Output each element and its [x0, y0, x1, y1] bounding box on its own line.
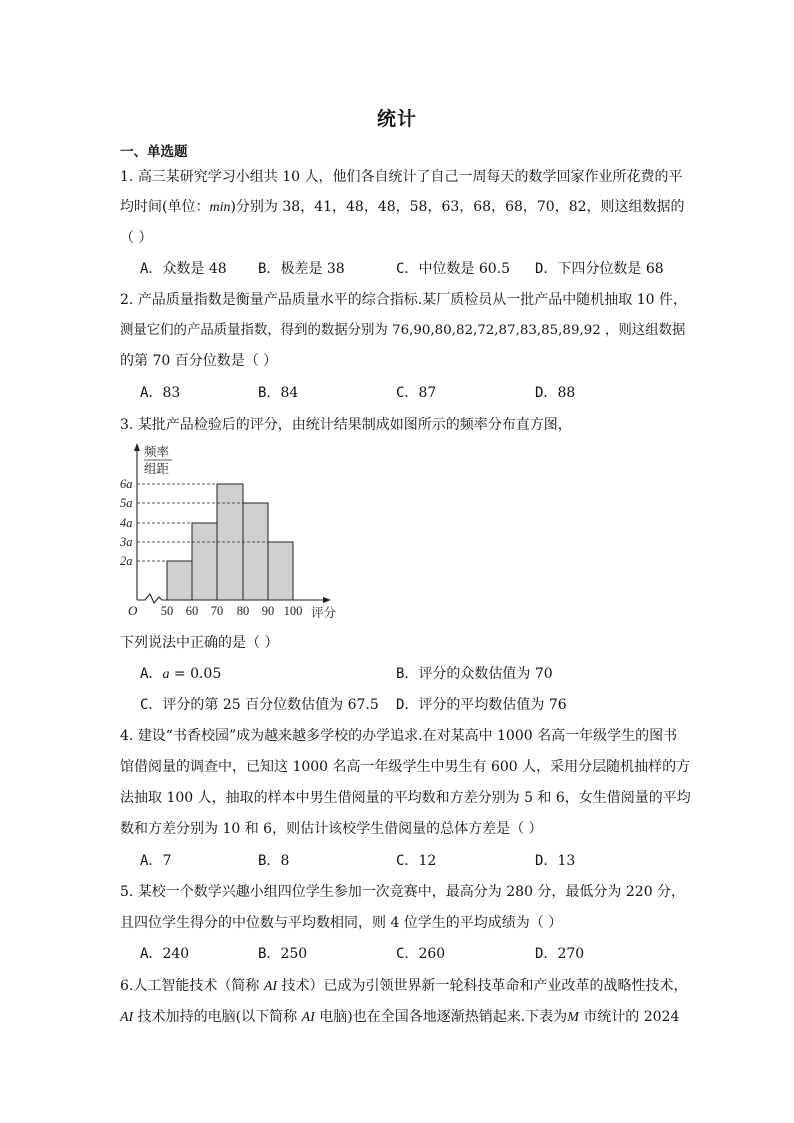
question-5-line-1: 5. 某校一个数学兴趣小组四位学生参加一次竞赛中，最高分为 280 分，最低分为 220 分， — [120, 884, 686, 900]
question-6-line-2: AI 技术加持的电脑(以下简称 AI 电脑)也在全国各地逐渐热销起来.下表为M 市统计的 2024 — [120, 1009, 680, 1025]
x-axis-label: 评分 — [311, 606, 337, 620]
question-3-line-2: 下列说法中正确的是（ ） — [120, 635, 279, 651]
option-d[interactable]: D．评分的平均数估值为 76 — [396, 697, 567, 713]
question-6-line-1: 6.人工智能技术（简称 AI 技术）已成为引领世界新一轮科技革命和产业改革的战略性技术， — [120, 978, 688, 994]
section-heading: 一、单选题 — [120, 144, 188, 160]
origin-label: O — [128, 603, 138, 618]
question-5-line-2: 且四位学生得分的中位数与平均数相同，则 4 位学生的平均成绩为（ ） — [120, 915, 563, 931]
question-number: 1. — [120, 169, 134, 185]
x-tick-80: 80 — [236, 604, 250, 618]
question-1-line-2: 均时间(单位：min)分别为 38，41，48，48，58，63，68，68，70，82，则这组数据的 — [120, 199, 685, 215]
y-tick-labels — [119, 477, 133, 568]
question-3-line-1: 3. 某批产品检验后的评分，由统计结果制成如图所示的频率分布直方图， — [120, 417, 572, 433]
x-axis-arrow-icon — [323, 597, 331, 603]
option-d[interactable]: D．88 — [535, 385, 576, 401]
option-b[interactable]: B．250 — [258, 946, 308, 962]
x-tick-100: 100 — [283, 604, 303, 618]
option-c[interactable]: C．12 — [396, 853, 437, 869]
y-axis-arrow-icon — [134, 443, 140, 451]
option-d[interactable]: D．下四分位数是 68 — [535, 261, 664, 277]
question-number: 6. — [120, 978, 134, 994]
question-number: 2. — [120, 292, 134, 308]
question-4-line-4: 数和方差分别为 10 和 6，则估计该校学生借阅量的总体方差是（ ） — [120, 821, 543, 837]
option-b[interactable]: B．评分的众数估值为 70 — [396, 666, 553, 682]
x-tick-labels — [161, 604, 303, 618]
question-2-line-2: 测量它们的产品质量指数，得到的数据分别为 76,90,80,82,72,87,83,85,89,92 ，则这组数据 — [120, 323, 686, 338]
option-d[interactable]: D．13 — [535, 853, 576, 869]
frequency-histogram — [110, 440, 350, 625]
option-b[interactable]: B．8 — [258, 853, 290, 869]
option-c[interactable]: C．中位数是 60.5 — [396, 261, 511, 277]
option-b[interactable]: B．84 — [258, 385, 299, 401]
bar-80-90 — [243, 503, 268, 600]
y-tick-6a: 6a — [120, 477, 133, 491]
y-label-denominator: 组距 — [144, 462, 170, 476]
option-a[interactable]: A．众数是 48 — [140, 261, 227, 277]
option-a[interactable]: A．240 — [140, 946, 190, 962]
question-1-line-1: 1. 高三某研究学习小组共 10 人，他们各自统计了自己一周每天的数学回家作业所花费的平 — [120, 169, 683, 185]
x-tick-90: 90 — [261, 604, 275, 618]
option-c[interactable]: C．评分的第 25 百分位数估值为 67.5 — [140, 697, 379, 713]
question-4-line-3: 法抽取 100 人，抽取的样本中男生借阅量的平均数和方差分别为 5 和 6，女生借阅量的平均 — [120, 790, 691, 806]
option-a[interactable]: A．7 — [140, 853, 172, 869]
unit-variable: min — [209, 200, 231, 215]
question-4-line-1: 4. 建设“书香校园”成为越来越多学校的办学追求.在对某高中 1000 名高一年级学生的图书 — [120, 728, 678, 744]
question-number: 5. — [120, 884, 134, 900]
bar-60-70 — [192, 523, 217, 600]
option-c[interactable]: C．260 — [396, 946, 446, 962]
x-tick-50: 50 — [160, 604, 174, 618]
question-number: 3. — [120, 417, 134, 433]
option-d[interactable]: D．270 — [535, 946, 585, 962]
x-tick-60: 60 — [185, 604, 199, 618]
question-4-line-2: 馆借阅量的调查中，已知这 1000 名高一年级学生中男生有 600 人，采用分层随机抽样的方 — [120, 759, 691, 775]
question-number: 4. — [120, 728, 134, 744]
question-2-line-3: 的第 70 百分位数是（ ） — [120, 353, 278, 369]
page-title: 统计 — [376, 108, 417, 130]
option-c[interactable]: C．87 — [396, 385, 437, 401]
y-tick-5a: 5a — [120, 496, 133, 510]
option-a[interactable]: A．83 — [140, 385, 181, 401]
y-label-numerator: 频率 — [144, 445, 170, 459]
bar-50-60 — [167, 561, 192, 600]
question-1-answer-blank: （ ） — [120, 230, 153, 246]
option-b[interactable]: B．极差是 38 — [258, 261, 345, 277]
question-2-line-1: 2. 产品质量指数是衡量产品质量水平的综合指标.某厂质检员从一批产品中随机抽取 10 件， — [120, 292, 687, 308]
y-tick-2a: 2a — [120, 554, 133, 568]
x-tick-70: 70 — [210, 604, 224, 618]
bar-90-100 — [268, 542, 293, 600]
y-tick-3a: 3a — [120, 535, 133, 549]
option-a[interactable]: A．a = 0.05 — [140, 666, 222, 682]
y-tick-4a: 4a — [120, 516, 133, 530]
